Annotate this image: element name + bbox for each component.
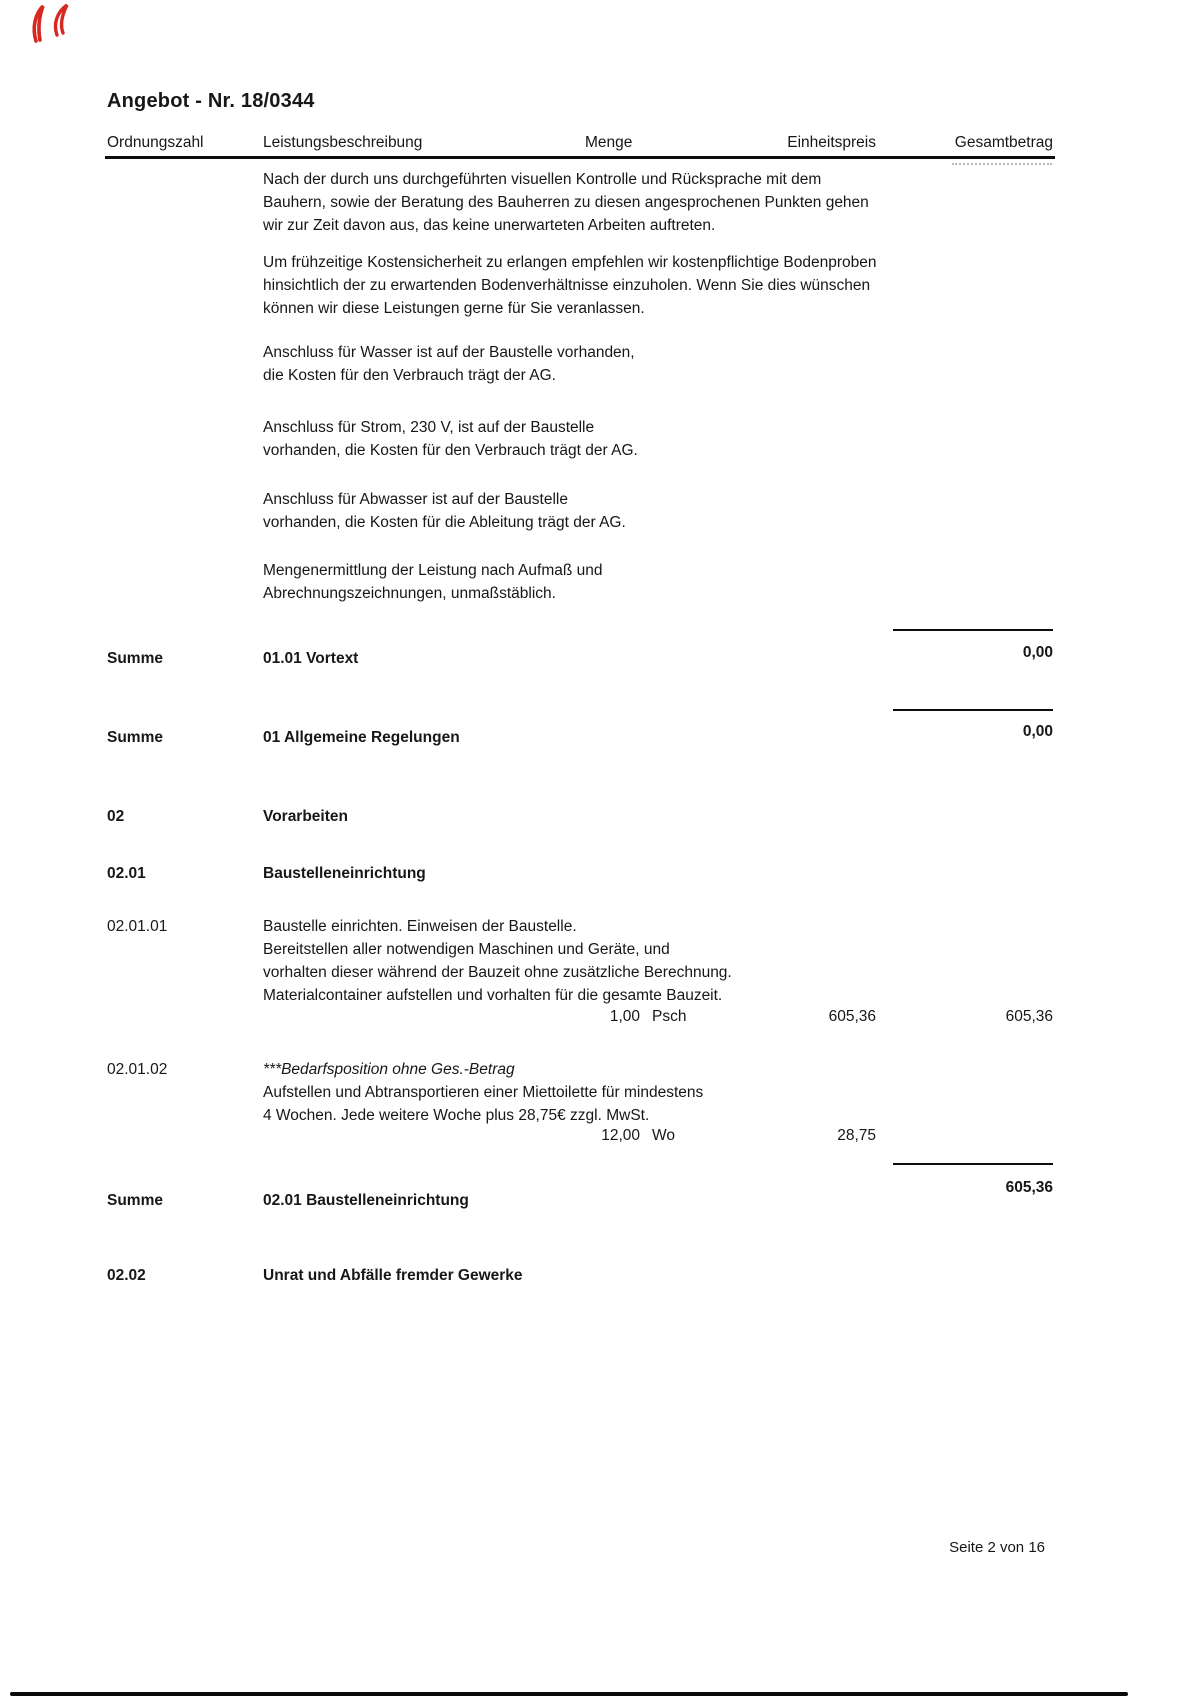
position-description <box>263 1081 703 1127</box>
position-description <box>263 915 732 1007</box>
text-line: Anschluss für Strom, 230 V, ist auf der Baustelle <box>263 419 595 436</box>
paragraph <box>263 488 626 534</box>
unit-price: 605,36 <box>828 1008 876 1025</box>
paragraph <box>263 559 603 605</box>
summe-title: 01 Allgemeine Regelungen <box>263 729 460 746</box>
quantity-unit: Wo <box>652 1127 675 1144</box>
unit-price: 28,75 <box>837 1127 876 1144</box>
document-title: Angebot - Nr. 18/0344 <box>107 90 315 112</box>
column-header-leistungsbeschreibung: Leistungsbeschreibung <box>263 134 423 151</box>
quantity-unit: Psch <box>652 1008 687 1025</box>
red-pen-mark <box>26 2 76 48</box>
summe-rule <box>893 1163 1053 1165</box>
column-header-gesamtbetrag: Gesamtbetrag <box>954 134 1053 151</box>
section-number: 02.01 <box>107 865 146 882</box>
text-line: wir zur Zeit davon aus, das keine unerwarteten Arbeiten auftreten. <box>263 217 716 234</box>
summe-total: 605,36 <box>1005 1179 1053 1196</box>
position-number: 02.01.01 <box>107 918 168 935</box>
paragraph <box>263 341 635 387</box>
text-line: können wir diese Leistungen gerne für Sie veranlassen. <box>263 300 645 317</box>
text-line: hinsichtlich der zu erwartenden Bodenverhältnisse einzuholen. Wenn Sie dies wünschen <box>263 277 871 294</box>
position-number: 02.01.02 <box>107 1061 168 1078</box>
text-line: Aufstellen und Abtransportieren einer Miettoilette für mindestens <box>263 1084 704 1101</box>
text-line: Nach der durch uns durchgeführten visuellen Kontrolle und Rücksprache mit dem <box>263 171 822 188</box>
paragraph <box>263 251 876 320</box>
bottom-scan-line <box>10 1692 1128 1696</box>
header-rule <box>105 156 1055 159</box>
page-number: Seite 2 von 16 <box>949 1539 1045 1556</box>
text-line: 4 Wochen. Jede weitere Woche plus 28,75€ zzgl. MwSt. <box>263 1107 650 1124</box>
summe-rule <box>893 709 1053 711</box>
text-line: die Kosten für den Verbrauch trägt der AG. <box>263 367 556 384</box>
text-line: Abrechnungszeichnungen, unmaßstäblich. <box>263 585 556 602</box>
section-title: Unrat und Abfälle fremder Gewerke <box>263 1267 523 1284</box>
text-line: Anschluss für Abwasser ist auf der Baustelle <box>263 491 568 508</box>
text-line: Bereitstellen aller notwendigen Maschinen und Geräte, und <box>263 941 670 958</box>
summe-label: Summe <box>107 1192 163 1209</box>
summe-total: 0,00 <box>1022 644 1053 661</box>
text-line: Baustelle einrichten. Einweisen der Baustelle. <box>263 918 577 935</box>
text-line: vorhanden, die Kosten für den Verbrauch trägt der AG. <box>263 442 638 459</box>
scan-artifact-dash <box>952 163 1052 165</box>
position-note-italic: ***Bedarfsposition ohne Ges.-Betrag <box>263 1061 515 1078</box>
summe-total: 0,00 <box>1022 723 1053 740</box>
summe-label: Summe <box>107 650 163 667</box>
paragraph <box>263 416 638 462</box>
summe-rule <box>893 629 1053 631</box>
text-line: Mengenermittlung der Leistung nach Aufmaß und <box>263 562 603 579</box>
text-line: Bauhern, sowie der Beratung des Bauherren zu diesen angesprochenen Punkten gehen <box>263 194 869 211</box>
section-title: Baustelleneinrichtung <box>263 865 426 882</box>
column-header-ordnungszahl: Ordnungszahl <box>107 134 204 151</box>
summe-title: 02.01 Baustelleneinrichtung <box>263 1192 469 1209</box>
total-amount: 605,36 <box>1005 1008 1053 1025</box>
paragraph <box>263 168 869 237</box>
quantity-value: 1,00 <box>609 1008 640 1025</box>
section-number: 02.02 <box>107 1267 146 1284</box>
quantity-value: 12,00 <box>601 1127 640 1144</box>
text-line: Materialcontainer aufstellen und vorhalten für die gesamte Bauzeit. <box>263 987 723 1004</box>
text-line: Um frühzeitige Kostensicherheit zu erlangen empfehlen wir kostenpflichtige Bodenproben <box>263 254 877 271</box>
summe-label: Summe <box>107 729 163 746</box>
column-header-menge: Menge <box>585 134 633 151</box>
summe-title: 01.01 Vortext <box>263 650 359 667</box>
text-line: Anschluss für Wasser ist auf der Baustelle vorhanden, <box>263 344 635 361</box>
text-line: vorhanden, die Kosten für die Ableitung trägt der AG. <box>263 514 626 531</box>
column-header-einheitspreis: Einheitspreis <box>787 134 876 151</box>
text-line: vorhalten dieser während der Bauzeit ohne zusätzliche Berechnung. <box>263 964 732 981</box>
section-number: 02 <box>107 808 125 825</box>
section-title: Vorarbeiten <box>263 808 348 825</box>
